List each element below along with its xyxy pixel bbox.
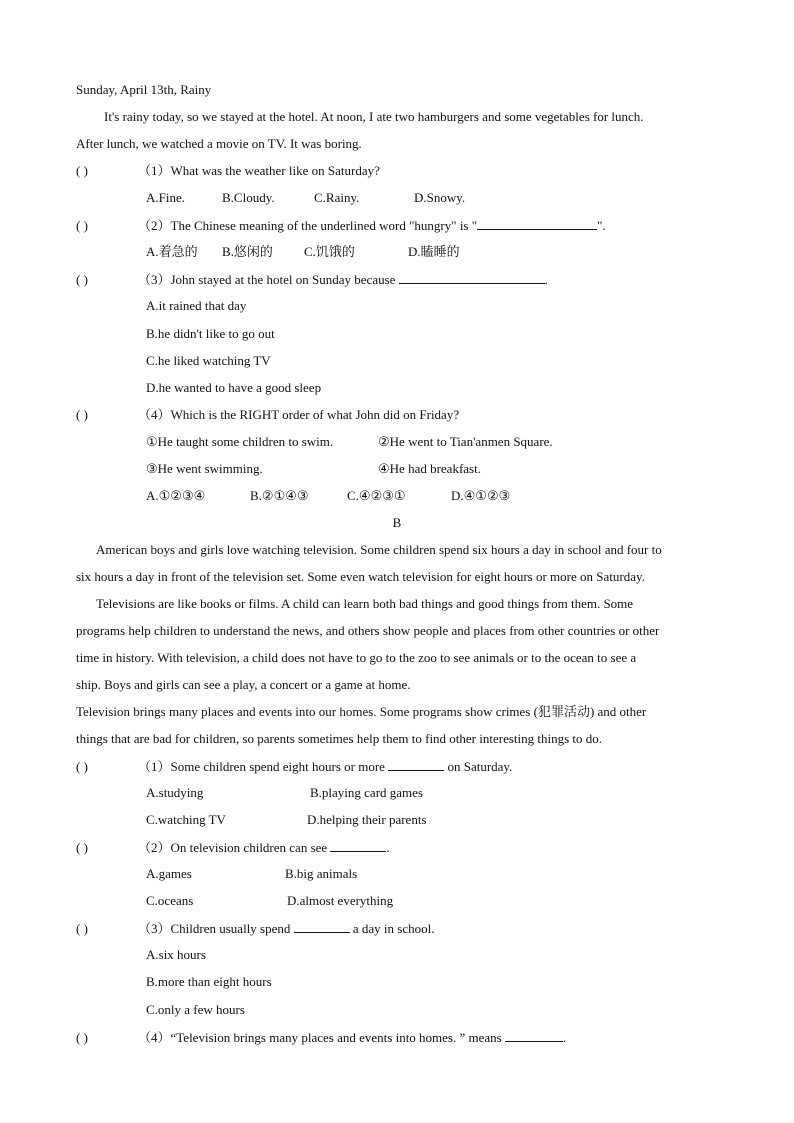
question-a3: [76, 271, 548, 288]
event-item-4: ④He had breakfast.: [378, 461, 481, 476]
option-b1-a: A.studying: [146, 785, 204, 800]
option-a3-a: A.it rained that day: [146, 298, 247, 313]
answer-paren[interactable]: ( ): [76, 272, 88, 287]
option-b2-b: B.big animals: [285, 866, 358, 881]
answer-blank[interactable]: [330, 839, 386, 852]
question-b1: [76, 758, 512, 775]
option-b3-c: C.only a few hours: [146, 1002, 245, 1017]
answer-paren[interactable]: ( ): [76, 163, 88, 178]
question-a2-stem-end: ".: [597, 218, 606, 233]
option-a2-a: A.着急的: [146, 244, 198, 259]
option-a2-b: B.悠闲的: [222, 244, 273, 259]
question-b3-stem-end: a day in school.: [349, 921, 435, 936]
passage-b-line: ship. Boys and girls can see a play, a concert or a game at home.: [76, 677, 411, 692]
option-a4-b: B.②①④③: [250, 488, 309, 503]
option-b1-d: D.helping their parents: [307, 812, 427, 827]
option-b2-c: C.oceans: [146, 893, 194, 908]
section-b-heading: B: [392, 515, 402, 530]
passage-b-line: programs help children to understand the news, and others show people and places from other countries or other: [76, 623, 660, 638]
option-a3-b: B.he didn't like to go out: [146, 326, 275, 341]
question-a4: [76, 407, 459, 423]
passage-b-line: time in history. With television, a child does not have to go to the zoo to see animals or to the ocean to see a: [76, 650, 637, 665]
option-a3-d: D.he wanted to have a good sleep: [146, 380, 322, 395]
answer-blank[interactable]: [388, 758, 444, 771]
answer-blank[interactable]: [399, 271, 545, 284]
option-a4-c: C.④②③①: [347, 488, 406, 503]
question-b3-stem: （3）Children usually spend: [138, 921, 294, 936]
option-a1-a: A.Fine.: [146, 190, 185, 205]
answer-blank[interactable]: [294, 920, 350, 933]
option-b2-a: A.games: [146, 866, 192, 881]
question-b1-stem-end: on Saturday.: [444, 759, 513, 774]
passage-a-line-2: After lunch, we watched a movie on TV. It was boring.: [76, 136, 362, 151]
option-a1-c: C.Rainy.: [314, 190, 360, 205]
question-b2: [76, 839, 390, 856]
answer-blank[interactable]: [477, 217, 597, 230]
option-b2-d: D.almost everything: [287, 893, 394, 908]
answer-paren[interactable]: ( ): [76, 840, 88, 855]
answer-paren[interactable]: ( ): [76, 1030, 88, 1045]
passage-b-line: Television brings many places and events into our homes. Some programs show crimes (犯罪活动) and other: [76, 704, 647, 719]
question-b2-stem-end: .: [386, 840, 390, 855]
option-a2-c: C.饥饿的: [304, 244, 355, 259]
event-item-2: ②He went to Tian'anmen Square.: [378, 434, 553, 449]
option-a4-a: A.①②③④: [146, 488, 206, 503]
passage-b-line: things that are bad for children, so parents sometimes help them to find other interesting things to do.: [76, 731, 603, 746]
answer-paren[interactable]: ( ): [76, 759, 88, 774]
answer-paren[interactable]: ( ): [76, 921, 88, 936]
answer-blank[interactable]: [505, 1029, 563, 1042]
question-b2-stem: （2）On television children can see: [138, 840, 331, 855]
question-b4-stem-end: .: [562, 1030, 567, 1045]
question-b1-stem: （1）Some children spend eight hours or more: [138, 759, 389, 774]
answer-paren[interactable]: ( ): [76, 218, 88, 233]
passage-b-line: Televisions are like books or films. A child can learn both bad things and good things from them. Some: [96, 596, 634, 611]
option-b1-c: C.watching TV: [146, 812, 226, 827]
passage-b-line: American boys and girls love watching television. Some children spend six hours a day in school and four to: [96, 542, 662, 557]
question-a3-stem: （3）John stayed at the hotel on Sunday because: [138, 272, 399, 287]
question-a3-stem-end: .: [544, 272, 548, 287]
event-item-3: ③He went swimming.: [146, 461, 263, 476]
option-b1-b: B.playing card games: [310, 785, 423, 800]
event-item-1: ①He taught some children to swim.: [146, 434, 334, 449]
question-a1: [76, 163, 380, 179]
option-a4-d: D.④①②③: [451, 488, 511, 503]
question-a4-stem: （4）Which is the RIGHT order of what John did on Friday?: [138, 407, 460, 422]
option-a3-c: C.he liked watching TV: [146, 353, 271, 368]
question-b3: [76, 920, 434, 937]
question-a2-stem: （2）The Chinese meaning of the underlined word "hungry" is ": [138, 218, 478, 233]
option-a2-d: D.瞌睡的: [408, 244, 460, 259]
passage-b-line: six hours a day in front of the television set. Some even watch television for eight hours or more on Saturday.: [76, 569, 645, 584]
question-a2: [76, 217, 606, 234]
question-b4-stem: （4）“Television brings many places and events into homes. ” means: [138, 1030, 505, 1045]
question-a1-stem: （1）What was the weather like on Saturday?: [138, 163, 380, 178]
option-b3-b: B.more than eight hours: [146, 974, 272, 989]
question-b4: [76, 1029, 566, 1046]
option-a1-d: D.Snowy.: [414, 190, 466, 205]
option-a1-b: B.Cloudy.: [222, 190, 275, 205]
answer-paren[interactable]: ( ): [76, 407, 88, 422]
option-b3-a: A.six hours: [146, 947, 206, 962]
date-line: Sunday, April 13th, Rainy: [76, 82, 212, 97]
passage-a-line-1: It's rainy today, so we stayed at the hotel. At noon, I ate two hamburgers and some vegetables for lunch.: [104, 109, 644, 124]
